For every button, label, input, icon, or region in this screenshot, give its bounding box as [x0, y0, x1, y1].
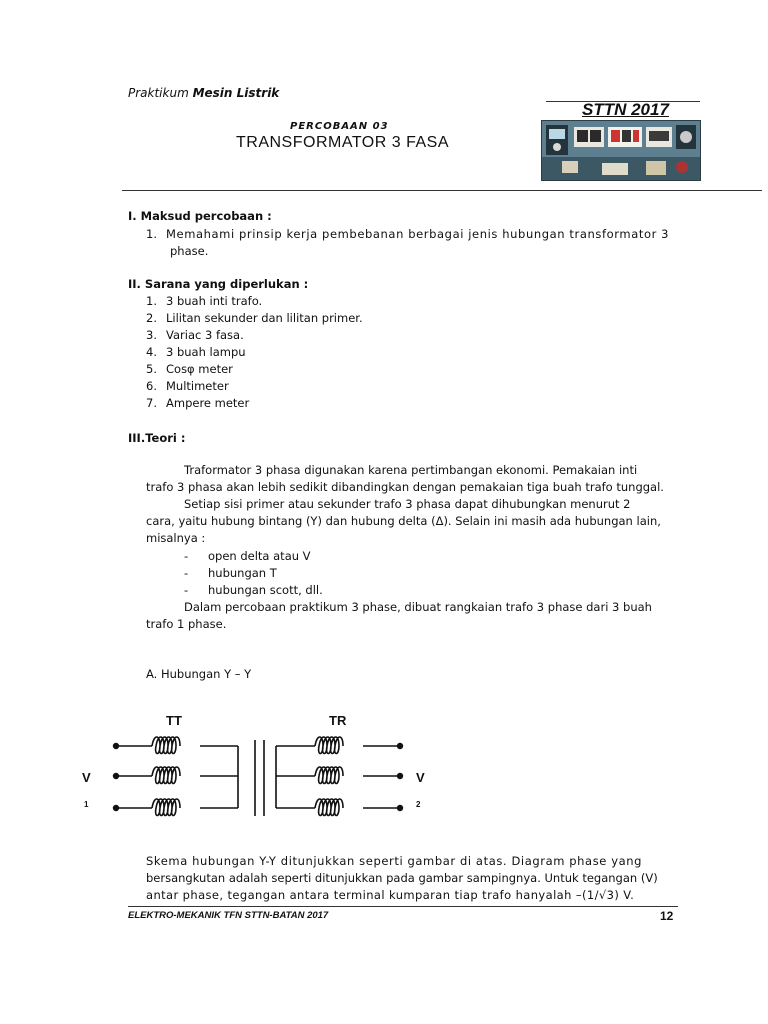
label-tr: TR — [329, 713, 347, 728]
text-line: trafo 1 phase. — [146, 617, 227, 631]
text-line: Dalam percobaan praktikum 3 phase, dibuat rangkaian trafo 3 phase dari 3 buah — [184, 600, 652, 614]
list-item: - hubungan T — [184, 566, 277, 580]
list-number: 1. — [146, 294, 157, 308]
text-line: antar phase, tegangan antara terminal kumparan tiap trafo hanyalah –(1/√3) V. — [146, 888, 635, 902]
list-text: 3 buah inti trafo. — [166, 294, 263, 308]
list-text: hubungan T — [208, 566, 277, 580]
list-text: Memahami prinsip kerja pembebanan berbagai jenis hubungan transformator 3 — [166, 227, 670, 241]
theory-paragraph-1 — [146, 462, 676, 547]
list-number: 5. — [146, 362, 157, 376]
list-item — [146, 344, 363, 361]
text-line: bersangkutan adalah seperti ditunjukkan pada gambar sampingnya. Untuk tegangan (V) — [146, 871, 658, 885]
circuit-svg — [80, 708, 440, 828]
closing-paragraph — [146, 853, 676, 904]
list-item — [146, 361, 363, 378]
subsection-a: A. Hubungan Y – Y — [146, 667, 252, 681]
list-item — [146, 327, 363, 344]
label-v2-sub: 2 — [416, 800, 421, 809]
label-v2: V — [416, 770, 425, 785]
footer-text: ELEKTRO-MEKANIK TFN STTN-BATAN 2017 — [128, 910, 329, 921]
org-label: STTN 2017 — [582, 100, 669, 119]
experiment-number: PERCOBAAN 03 — [290, 121, 389, 132]
text-line: Traformator 3 phasa digunakan karena pertimbangan ekonomi. Pemakaian inti — [184, 463, 638, 477]
list-item — [146, 395, 363, 412]
section-1-heading: I. Maksud percobaan : — [128, 209, 272, 223]
section-3-heading: III.Teori : — [128, 431, 186, 445]
list-number: 1. — [146, 227, 157, 241]
list-item — [146, 378, 363, 395]
list-text: Cosφ meter — [166, 362, 233, 376]
label-v1: V — [82, 770, 91, 785]
list-text: Lilitan sekunder dan lilitan primer. — [166, 311, 363, 325]
section-2-heading: II. Sarana yang diperlukan : — [128, 277, 309, 291]
equipment-list — [146, 293, 363, 412]
connection-types-list — [184, 548, 323, 599]
label-v1-sub: 1 — [84, 800, 89, 809]
course-name: Mesin Listrik — [192, 86, 280, 100]
header-rule — [122, 190, 762, 191]
yy-connection-diagram — [80, 708, 440, 828]
text-line: Skema hubungan Y-Y ditunjukkan seperti gambar di atas. Diagram phase yang — [146, 854, 643, 868]
list-text: hubungan scott, dll. — [208, 583, 323, 597]
text-line: misalnya : — [146, 531, 206, 545]
course-prefix: Praktikum — [128, 86, 193, 100]
text-line: cara, yaitu hubung bintang (Y) dan hubung delta (Δ). Selain ini masih ada hubungan lain, — [146, 514, 661, 528]
footer-rule — [128, 906, 678, 907]
label-tt: TT — [166, 713, 182, 728]
list-number: 7. — [146, 396, 157, 410]
page-title: TRANSFORMATOR 3 FASA — [236, 134, 449, 151]
theory-paragraph-3 — [146, 599, 676, 633]
list-item: - hubungan scott, dll. — [184, 583, 323, 597]
lab-equipment-photo — [541, 120, 701, 181]
list-number: 2. — [146, 311, 157, 325]
page-number: 12 — [660, 909, 674, 923]
list-item: - open delta atau V — [184, 549, 311, 563]
list-text-cont: phase. — [170, 244, 209, 258]
list-item — [146, 310, 363, 327]
course-header — [128, 86, 279, 100]
list-number: 3. — [146, 328, 157, 342]
list-text: Multimeter — [166, 379, 229, 393]
list-number: 4. — [146, 345, 157, 359]
text-line: trafo 3 phasa akan lebih sedikit dibandingkan dengan pemakaian tiga buah trafo tunggal. — [146, 480, 664, 494]
text-line: Setiap sisi primer atau sekunder trafo 3 phasa dapat dihubungkan menurut 2 — [184, 497, 631, 511]
list-item — [146, 226, 676, 243]
list-text: 3 buah lampu — [166, 345, 246, 359]
list-text: open delta atau V — [208, 549, 311, 563]
list-number: 6. — [146, 379, 157, 393]
list-text: Variac 3 fasa. — [166, 328, 244, 342]
list-item — [146, 293, 363, 310]
list-text: Ampere meter — [166, 396, 250, 410]
